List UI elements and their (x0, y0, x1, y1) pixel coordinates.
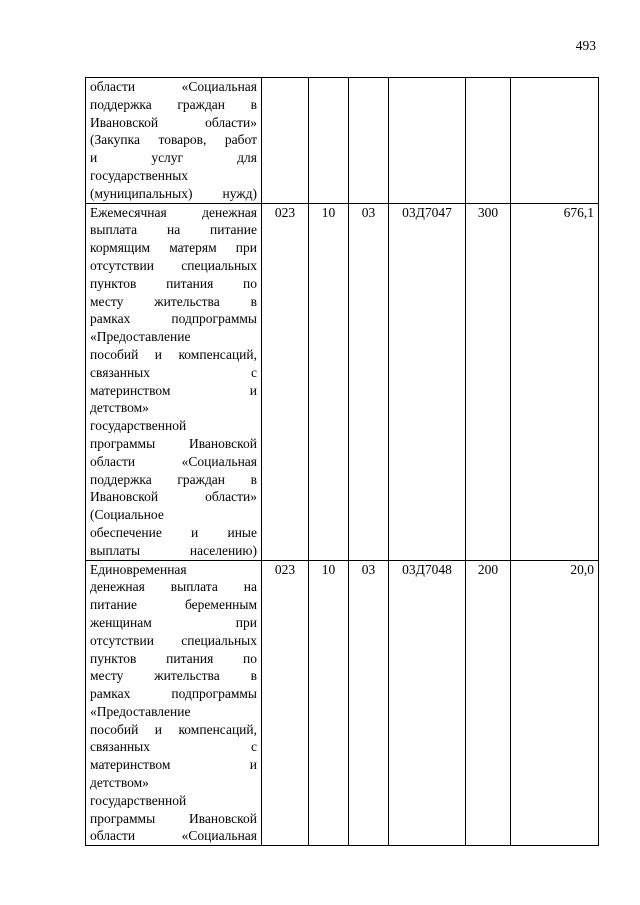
table-row (86, 560, 599, 846)
table-row (86, 203, 599, 560)
subsection-cell (349, 78, 389, 204)
description-line: (муниципальных) нужд) (90, 185, 257, 201)
amount-cell: 676,1 (511, 203, 599, 560)
description-line: поддержка граждан в (90, 471, 257, 487)
description-line: государственной (90, 418, 187, 434)
description-line: детством» (90, 400, 149, 416)
description-line: месту жительства в (90, 293, 257, 309)
description-line: государственных (90, 167, 189, 183)
description-line: связанных с (90, 364, 257, 380)
description-line: пособий и компенсаций, (90, 346, 257, 362)
description-line: (Социальное (90, 507, 164, 523)
description-line: «Предоставление (90, 703, 191, 719)
description-line: детством» (90, 775, 149, 791)
description-line: области «Социальная (90, 453, 257, 469)
expense-type-cell (466, 78, 511, 204)
admin-code-cell: 023 (262, 203, 309, 560)
budget-table (85, 77, 599, 846)
row-description (86, 203, 262, 560)
description-line: Ивановской области» (90, 489, 257, 505)
description-line: Единовременная (90, 561, 187, 577)
description-line: рамках подпрограммы (90, 311, 257, 327)
description-line: питание беременным (90, 597, 257, 613)
description-line: рамках подпрограммы (90, 686, 257, 702)
description-line: поддержка граждан в (90, 96, 257, 112)
subsection-cell: 03 (349, 560, 389, 846)
section-cell: 10 (309, 560, 349, 846)
description-line: женщинам при (90, 614, 257, 630)
target-article-cell (389, 78, 466, 204)
table-row (86, 78, 599, 204)
budget-table-body (86, 78, 599, 846)
description-line: и услуг для (90, 150, 257, 166)
expense-type-cell: 300 (466, 203, 511, 560)
description-line: материнством и (90, 757, 257, 773)
description-line: пособий и компенсаций, (90, 721, 257, 737)
description-line: области «Социальная (90, 828, 257, 844)
description-line: кормящим матерям при (90, 240, 257, 256)
description-line: месту жительства в (90, 668, 257, 684)
description-line: пунктов питания по (90, 275, 257, 291)
amount-cell (511, 78, 599, 204)
description-line: Ежемесячная денежная (90, 204, 257, 220)
description-line: выплата на питание (90, 222, 257, 238)
expense-type-cell: 200 (466, 560, 511, 846)
page-number: 493 (575, 38, 596, 53)
description-line: (Закупка товаров, работ (90, 132, 257, 148)
row-description (86, 78, 262, 204)
description-line: Ивановской области» (90, 114, 257, 130)
target-article-cell: 03Д7048 (389, 560, 466, 846)
section-cell: 10 (309, 203, 349, 560)
description-line: государственной (90, 792, 187, 808)
description-line: связанных с (90, 739, 257, 755)
description-line: программы Ивановской (90, 435, 257, 451)
description-line: пунктов питания по (90, 650, 257, 666)
section-cell (309, 78, 349, 204)
row-description (86, 560, 262, 846)
admin-code-cell: 023 (262, 560, 309, 846)
amount-cell: 20,0 (511, 560, 599, 846)
admin-code-cell (262, 78, 309, 204)
subsection-cell: 03 (349, 203, 389, 560)
target-article-cell: 03Д7047 (389, 203, 466, 560)
description-line: программы Ивановской (90, 810, 257, 826)
description-line: обеспечение и иные (90, 524, 257, 540)
description-line: отсутствии специальных (90, 257, 257, 273)
description-line: выплаты населению) (90, 542, 257, 558)
description-line: отсутствии специальных (90, 632, 257, 648)
description-line: материнством и (90, 382, 257, 398)
description-line: области «Социальная (90, 79, 257, 94)
description-line: денежная выплата на (90, 579, 257, 595)
description-line: «Предоставление (90, 329, 191, 345)
